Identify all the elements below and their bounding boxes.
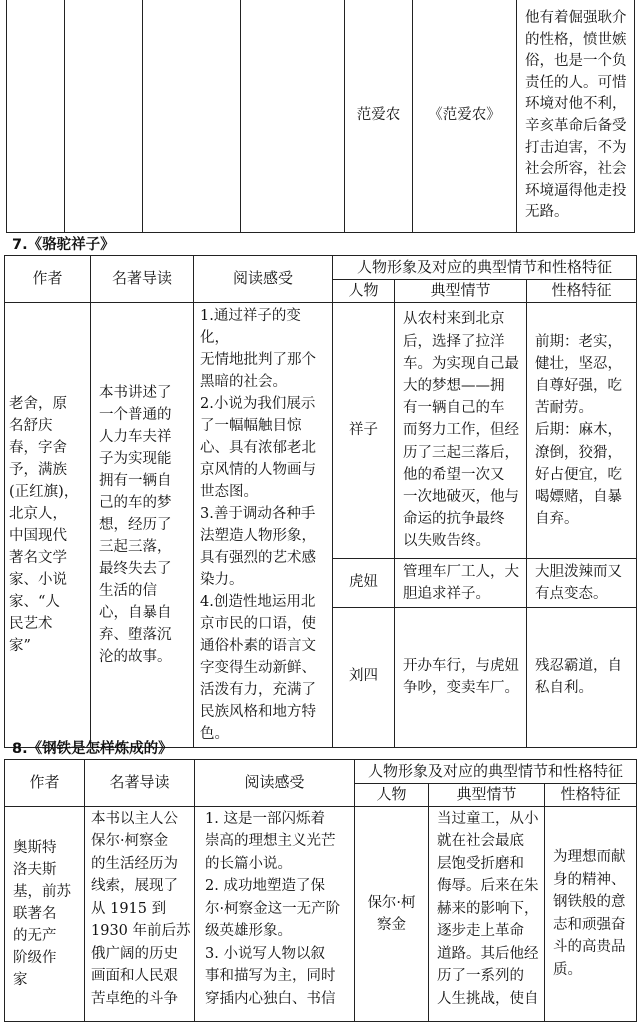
header-group: 人物形象及对应的典型情节和性格特征	[333, 256, 637, 280]
guide-cell: 本书以主人公 保尔·柯察金 的生活经历为 线索，展现了 从 1915 到 1930 年前后苏 俄广阔的历史 画面和人民艰 苦卓绝的斗争	[85, 806, 195, 1021]
section-title-gangtie: 8.《钢铁是怎样炼成的》	[12, 741, 173, 757]
header-plot: 典型情节	[429, 784, 545, 807]
plot-baoer: 当过童工，从小 就在社会最底 层饱受折磨和 侮辱。后来在朱 赫来的影响下， 逐步走上革命 道路。其后他经 历了一系列的 人生挑战，使自	[429, 806, 545, 1021]
header-feeling: 阅读感受	[194, 256, 333, 303]
header-group: 人物形象及对应的典型情节和性格特征	[355, 760, 637, 784]
person-huniu: 虎妞	[333, 559, 395, 608]
empty-cell	[241, 0, 345, 233]
plot-xiangzi: 从农村来到北京 后，选择了拉洋 车。为实现自己最 大的梦想——拥 有一辆自己的车 而努力工作，但经 历了三起三落后， 他的希望一次又 一次地破灭，他与 命运的抗争最终 以失败告终。	[395, 302, 527, 559]
person-liusi: 刘四	[333, 607, 395, 747]
header-person: 人物	[355, 784, 429, 807]
table-luotuo-xiangzi	[4, 255, 637, 748]
header-author: 作者	[5, 256, 91, 303]
section-title-luotuo: 7.《骆驼祥子》	[12, 237, 115, 253]
plot-huniu: 管理车厂工人，大 胆追求祥子。	[395, 559, 527, 608]
empty-cell	[143, 0, 241, 233]
table-gangtie	[4, 759, 637, 1022]
header-feeling: 阅读感受	[195, 760, 355, 807]
guide-cell: 本书讲述了 一个普通的 人力车夫祥 子为实现能 拥有一辆自 己的车的梦 想，经历了 三起三落， 最终失去了 生活的信 心，自暴自 弃、堕落沉 沦的故事。	[91, 302, 194, 747]
person-xiangzi: 祥子	[333, 302, 395, 559]
header-plot: 典型情节	[395, 280, 527, 303]
table-fanainong-row	[6, 0, 635, 233]
person-baoer: 保尔·柯 察金	[355, 806, 429, 1021]
plot-liusi: 开办车行，与虎妞 争吵，变卖车厂。	[395, 607, 527, 747]
header-guide: 名著导读	[85, 760, 195, 807]
feeling-cell: 1. 这是一部闪烁着 崇高的理想主义光芒 的长篇小说。 2. 成功地塑造了保 尔·柯察金这一无产阶 级英雄形象。 3. 小说写人物以叙 事和描写为主，同时 穿插内心独白、书信	[195, 806, 355, 1021]
character-name: 范爱农	[345, 0, 413, 233]
trait-xiangzi: 前期：老实， 健壮，坚忍， 自尊好强，吃 苦耐劳。 后期：麻木， 潦倒，狡猾， 好占便宜，吃 喝嫖赌，自暴 自弃。	[527, 302, 637, 559]
trait-baoer: 为理想而献 身的精神、 钢铁般的意 志和顽强奋 斗的高贵品 质。	[545, 806, 637, 1021]
feeling-cell: 1.通过祥子的变化， 无情地批判了那个 黑暗的社会。 2.小说为我们展示 了一幅幅触目惊 心、具有浓郁老北 京风情的人物画与 世态图。 3.善于调动各种手 法塑造人物形象， 具有强烈的艺术感 染力。 4.创造性地运用北 京市民的口语，使 通俗朴素的语言文 字变得生动新鲜、 活泼有力，充满了 民族风格和地方特 色。	[194, 302, 333, 747]
header-person: 人物	[333, 280, 395, 303]
chapter-name: 《范爱农》	[413, 0, 517, 233]
trait-liusi: 残忍霸道，自 私自利。	[527, 607, 637, 747]
trait-huniu: 大胆泼辣而又 有点变态。	[527, 559, 637, 608]
author-cell: 老舍，原 名舒庆 春，字舍 予，满族 (正红旗)， 北京人， 中国现代 著名文学 家、小说 家、“人 民艺术 家”	[5, 302, 91, 747]
header-trait: 性格特征	[545, 784, 637, 807]
author-cell: 奥斯特 洛夫斯 基，前苏 联著名 的无产 阶级作 家	[5, 806, 85, 1021]
empty-cell	[65, 0, 143, 233]
empty-cell	[7, 0, 65, 233]
header-author: 作者	[5, 760, 85, 807]
header-trait: 性格特征	[527, 280, 637, 303]
character-traits: 他有着倔强耿介 的性格，愤世嫉 俗，也是一个负 责任的人。可惜 环境对他不利， 辛亥革命后备受 打击迫害，不为 社会所容，社会 环境逼得他走投 无路。	[517, 0, 635, 233]
header-guide: 名著导读	[91, 256, 194, 303]
